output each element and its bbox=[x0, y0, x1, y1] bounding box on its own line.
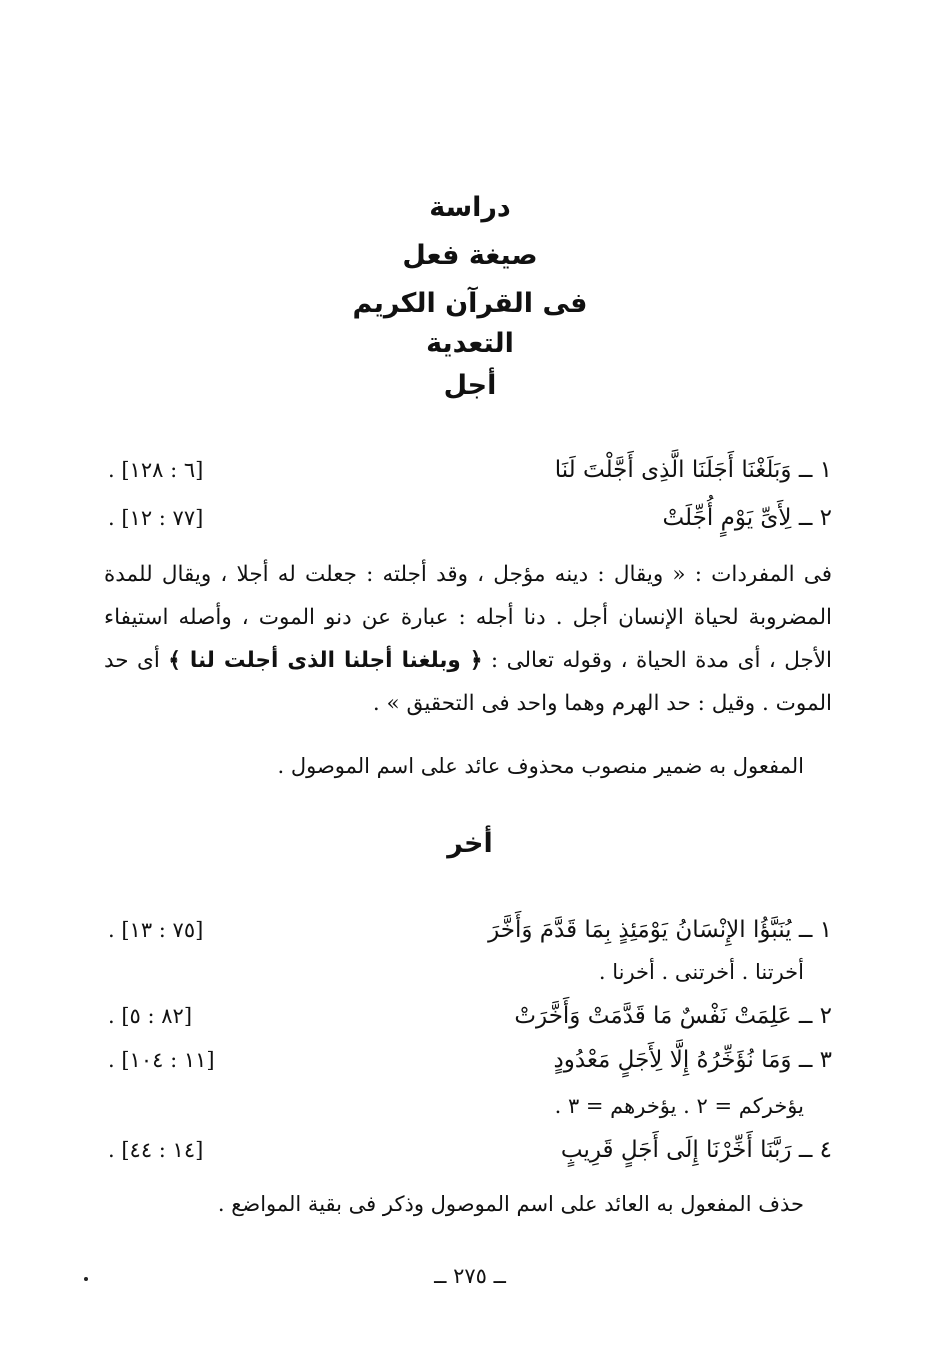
verse-row bbox=[100, 1040, 832, 1080]
page-number: ــ ٢٧٥ ــ bbox=[434, 1264, 506, 1288]
verse-text: ١ ــ يُنَبَّؤُا الإِنْسَانُ يَوْمَئِذٍ بِمَا قَدَّمَ وَأَخَّرَ bbox=[488, 917, 832, 943]
verse-reference: [٧٧ : ١٢] . bbox=[108, 506, 204, 530]
variant-note: يؤخركم = ٢ . يؤخرهم = ٣ . bbox=[554, 1094, 804, 1118]
verse-text: ٤ ــ رَبَّنَا أَخِّرْنَا إِلَى أَجَلٍ قَرِيبٍ bbox=[560, 1137, 832, 1163]
section-title-akhar: أخر bbox=[447, 828, 493, 859]
verse-reference: [١٤ : ٤٤] . bbox=[108, 1138, 204, 1162]
verse-row bbox=[100, 910, 832, 950]
section-title-ajal: أجل bbox=[443, 370, 497, 401]
title-line-transitivity: التعدية bbox=[426, 328, 514, 359]
verse-text: ٢ ــ لِأَىِّ يَوْمٍ أُجِّلَتْ bbox=[662, 505, 832, 531]
title-line-study: دراسة bbox=[429, 192, 511, 223]
title-line-quran: فى القرآن الكريم bbox=[352, 288, 588, 319]
variant-note: أخرتنا . أخرتنى . أخرنا . bbox=[598, 960, 804, 984]
title-line-form: صيغة فعل bbox=[402, 240, 538, 271]
verse-reference: [٦ : ١٢٨] . bbox=[108, 458, 204, 482]
verse-text: ١ ــ وَبَلَغْنَا أَجَلَنَا الَّذِى أَجَّلْتَ لَنَا bbox=[554, 457, 832, 483]
verse-text: ٣ ــ وَمَا نُؤَخِّرُهُ إِلَّا لِأَجَلٍ مَعْدُودٍ bbox=[553, 1047, 832, 1073]
verse-text: ٢ ــ عَلِمَتْ نَفْسٌ مَا قَدَّمَتْ وَأَخَّرَتْ bbox=[514, 1003, 832, 1029]
verse-row bbox=[100, 450, 832, 490]
paragraph-text: فى المفردات : « ويقال : دينه مؤجل ، وقد أجلته : جعلت له أجلا ، ويقال للمدة المضروبة لحياة الإنسان أجل . دنا أجله : عبارة عن دنو الموت ، وأصله استيفاء الأجل ، أى مدة الحياة ، وقوله تعالى : bbox=[104, 562, 833, 673]
quran-quote: ﴿ وبلغنا أجلنا الذى أجلت لنا ﴾ bbox=[168, 648, 483, 673]
grammar-note: المفعول به ضمير منصوب محذوف عائد على اسم الموصول . bbox=[277, 754, 804, 778]
verse-row bbox=[100, 996, 832, 1036]
grammar-note: حذف المفعول به العائد على اسم الموصول وذكر فى بقية المواضع . bbox=[217, 1192, 804, 1216]
verse-reference: [١١ : ١٠٤] . bbox=[108, 1048, 215, 1072]
paragraph-text: أى حد الموت . وقيل : حد الهرم وهما واحد فى التحقيق » . bbox=[104, 648, 832, 716]
verse-row bbox=[100, 498, 832, 538]
verse-row bbox=[100, 1130, 832, 1170]
scan-speck bbox=[84, 1277, 88, 1281]
verse-reference: [٨٢ : ٥] . bbox=[108, 1004, 193, 1028]
mufradat-paragraph bbox=[104, 553, 832, 725]
verse-reference: [٧٥ : ١٣] . bbox=[108, 918, 204, 942]
